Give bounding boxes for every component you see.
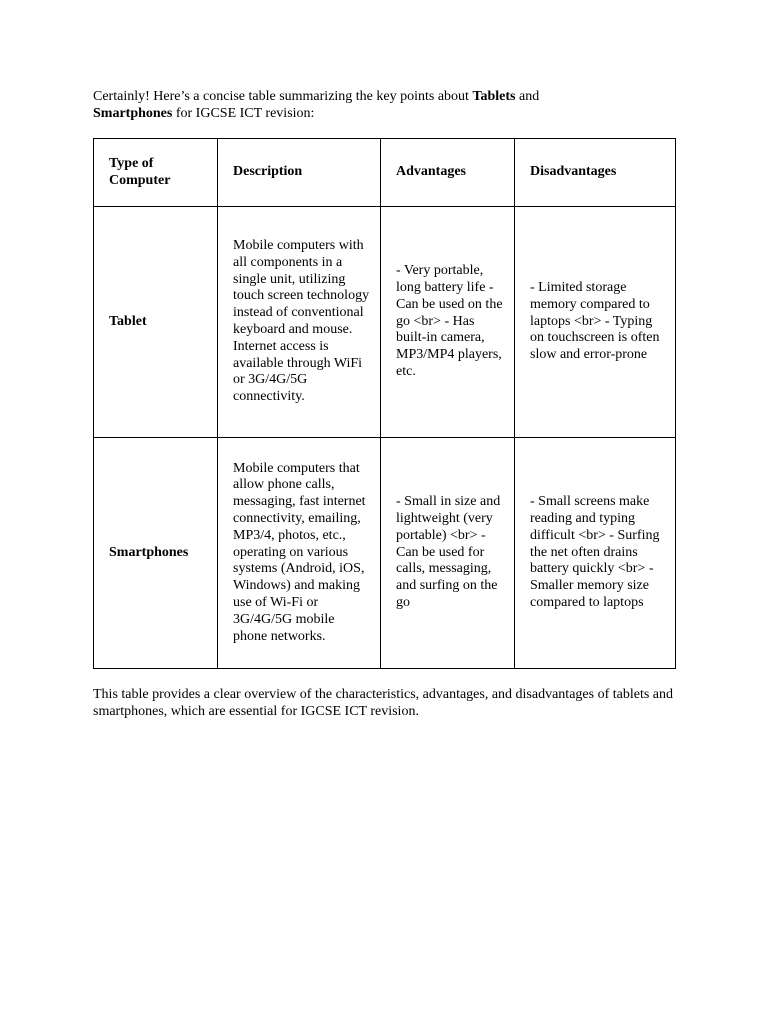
intro-bold-smartphones: Smartphones — [93, 106, 173, 121]
header-type-of-computer: Type of Computer — [94, 139, 218, 207]
cell-disadvantages-smartphones: - Small screens make reading and typing difficult <br> - Surfing the net often drains battery quickly <br> - Smaller memory size compared to laptops — [515, 438, 676, 669]
cell-disadvantages-tablet: - Limited storage memory compared to laptops <br> - Typing on touchscreen is often slow and error-prone — [515, 207, 676, 438]
outro-paragraph: This table provides a clear overview of the characteristics, advantages, and disadvantages of tablets and smartphones, which are essential for IGCSE ICT revision. — [93, 687, 673, 719]
cell-advantages-tablet: - Very portable, long battery life - Can be used on the go <br> - Has built-in camera, MP3/MP4 players, etc. — [381, 207, 515, 438]
table-row-tablet — [94, 207, 676, 438]
header-disadvantages: Disadvantages — [515, 139, 676, 207]
intro-paragraph — [93, 88, 683, 122]
table-header-row — [94, 139, 676, 207]
intro-prefix: Certainly! Here’s a concise table summarizing the key points about — [93, 89, 473, 104]
header-advantages: Advantages — [381, 139, 515, 207]
cell-description-tablet: Mobile computers with all components in a single unit, utilizing touch screen technology instead of conventional keyboard and mouse. Internet access is available through WiFi or 3G/4G/5G connectivity. — [218, 207, 381, 438]
cell-description-smartphones: Mobile computers that allow phone calls, messaging, fast internet connectivity, emailing, MP3/4, photos, etc., operating on various systems (Android, iOS, Windows) and making use of Wi-Fi or 3G/4G/5G mobile phone networks. — [218, 438, 381, 669]
comparison-table — [93, 138, 676, 669]
cell-type-tablet: Tablet — [94, 207, 218, 438]
intro-middle: and — [515, 89, 540, 104]
cell-type-smartphones: Smartphones — [94, 438, 218, 669]
table-row-smartphones — [94, 438, 676, 669]
header-description: Description — [218, 139, 381, 207]
cell-advantages-smartphones: - Small in size and lightweight (very portable) <br> - Can be used for calls, messaging, and surfing on the go — [381, 438, 515, 669]
intro-suffix: for IGCSE ICT revision: — [172, 106, 315, 121]
intro-bold-tablets: Tablets — [472, 89, 516, 104]
